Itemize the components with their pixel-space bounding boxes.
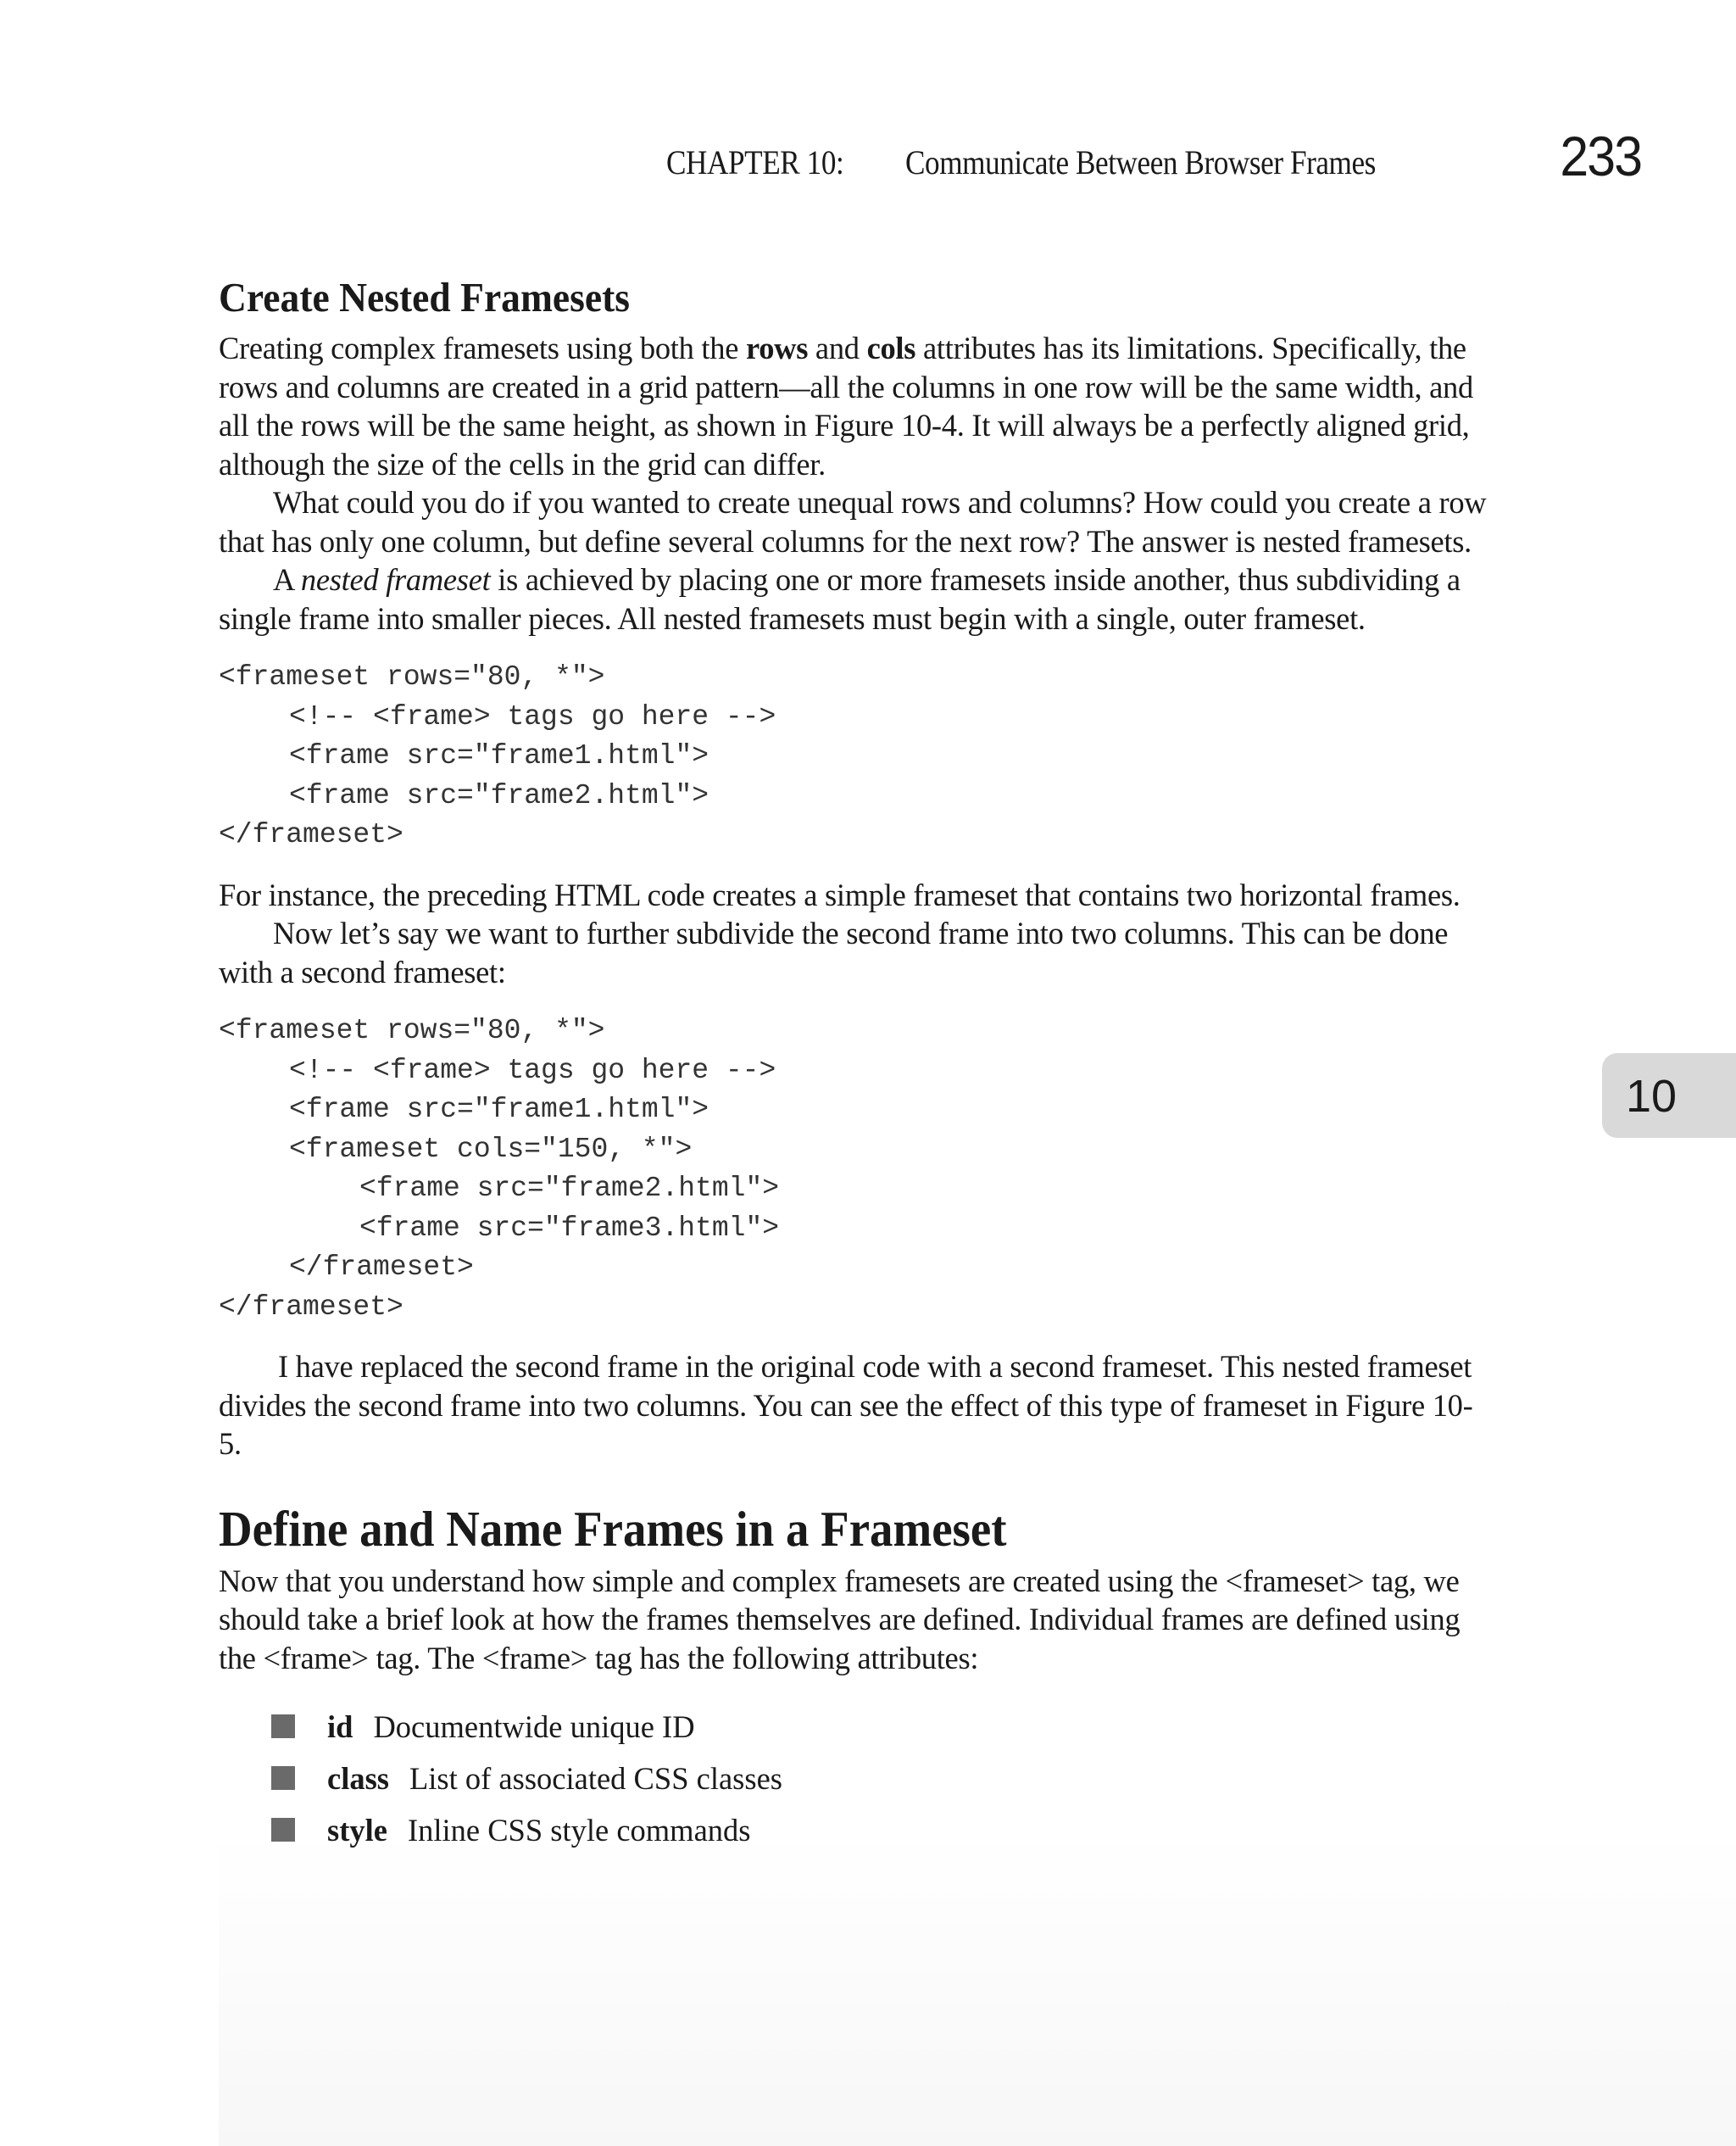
section-heading-nested-framesets: Create Nested Framesets xyxy=(219,274,631,321)
code-line: <frame src="frame2.html"> xyxy=(289,779,709,811)
code-line: <!-- <frame> tags go here --> xyxy=(289,700,776,733)
attribute-description: Inline CSS style commands xyxy=(407,1813,751,1848)
paragraph-subdivide: Now let’s say we want to further subdivide the second frame into two columns. This can be done with a second frameset: xyxy=(219,916,1449,989)
code-line: <frame src="frame1.html"> xyxy=(289,740,709,772)
code-line: <frame src="frame2.html"> xyxy=(359,1173,780,1204)
code-line: </frameset> xyxy=(219,1290,403,1323)
running-head-chapter: CHAPTER 10: xyxy=(666,143,844,181)
page-content xyxy=(219,270,1490,1856)
list-item xyxy=(219,1701,1490,1753)
code-line: </frameset> xyxy=(219,819,403,850)
paragraph-unequal-rows: What could you do if you wanted to create unequal rows and columns? How could you create a row that has only one column, but define several columns for the next row? The answer is nested framesets. xyxy=(219,485,1487,559)
attribute-description: Documentwide unique ID xyxy=(373,1709,695,1744)
bottom-page-shading xyxy=(219,1831,1736,2146)
paragraph-limitations xyxy=(219,329,1490,483)
code-line: </frameset> xyxy=(289,1251,474,1283)
code-line: <frameset cols="150, *"> xyxy=(289,1133,693,1165)
text-run: is achieved by placing one or more framesets inside another, thus subdividing a single frame into smaller pieces. All nested framesets must begin with a single, outer frameset. xyxy=(219,562,1461,636)
bold-term-cols: cols xyxy=(866,331,916,365)
attribute-description: List of associated CSS classes xyxy=(409,1761,782,1796)
text-run: Creating complex framesets using both the xyxy=(219,331,746,365)
text-run: attributes has its limitations. Specifically, the rows and columns are created in a grid pattern—all the columns in one row will be the same width, and all the rows will be the same height, as shown in Figure 10-4. It will always be a perfectly aligned grid, although the size of the cells in the grid can differ. xyxy=(219,331,1473,482)
code-line: <frameset rows="80, *"> xyxy=(219,1015,605,1046)
square-bullet-icon xyxy=(271,1714,295,1738)
code-line: <frameset rows="80, *"> xyxy=(219,661,605,693)
attribute-name: id xyxy=(327,1709,353,1744)
paragraph-preceding-code: For instance, the preceding HTML code creates a simple frameset that contains two horizontal frames. xyxy=(219,877,1461,912)
attribute-name: class xyxy=(327,1761,389,1796)
running-head xyxy=(666,125,1641,195)
attribute-list xyxy=(219,1701,1490,1856)
code-block-nested-frameset xyxy=(219,1012,1490,1327)
attribute-name: style xyxy=(327,1813,387,1848)
paragraph-replaced-frame: I have replaced the second frame in the original code with a second frameset. This nested frameset divides the second frame into two columns. You can see the effect of this type of frameset in Figure 10-5. xyxy=(219,1349,1473,1461)
list-item xyxy=(219,1753,1490,1804)
text-run: A xyxy=(273,562,301,597)
page-number: 233 xyxy=(1560,125,1641,187)
code-line: <frame src="frame1.html"> xyxy=(289,1094,709,1125)
paragraph-nested-frameset-definition xyxy=(219,560,1490,638)
code-line: <!-- <frame> tags go here --> xyxy=(289,1054,776,1086)
text-run: and xyxy=(808,331,867,365)
list-item xyxy=(219,1804,1490,1856)
code-line: <frame src="frame3.html"> xyxy=(359,1212,780,1244)
chapter-thumb-tab xyxy=(1602,1053,1736,1138)
chapter-tab-number: 10 xyxy=(1626,1071,1678,1122)
running-head-title: Communicate Between Browser Frames xyxy=(905,143,1376,181)
section-heading-define-frames: Define and Name Frames in a Frameset xyxy=(219,1500,1007,1557)
code-block-simple-frameset xyxy=(219,658,1490,856)
italic-term-nested-frameset: nested frameset xyxy=(300,562,491,597)
bold-term-rows: rows xyxy=(745,331,809,365)
square-bullet-icon xyxy=(271,1766,295,1790)
square-bullet-icon xyxy=(271,1818,295,1842)
paragraph-frame-tag-intro: Now that you understand how simple and complex framesets are created using the <frameset> tag, we should take a brief look at how the frames themselves are defined. Individual frames are defined using the <frame> tag. The <frame> tag has the following attributes: xyxy=(219,1563,1461,1675)
